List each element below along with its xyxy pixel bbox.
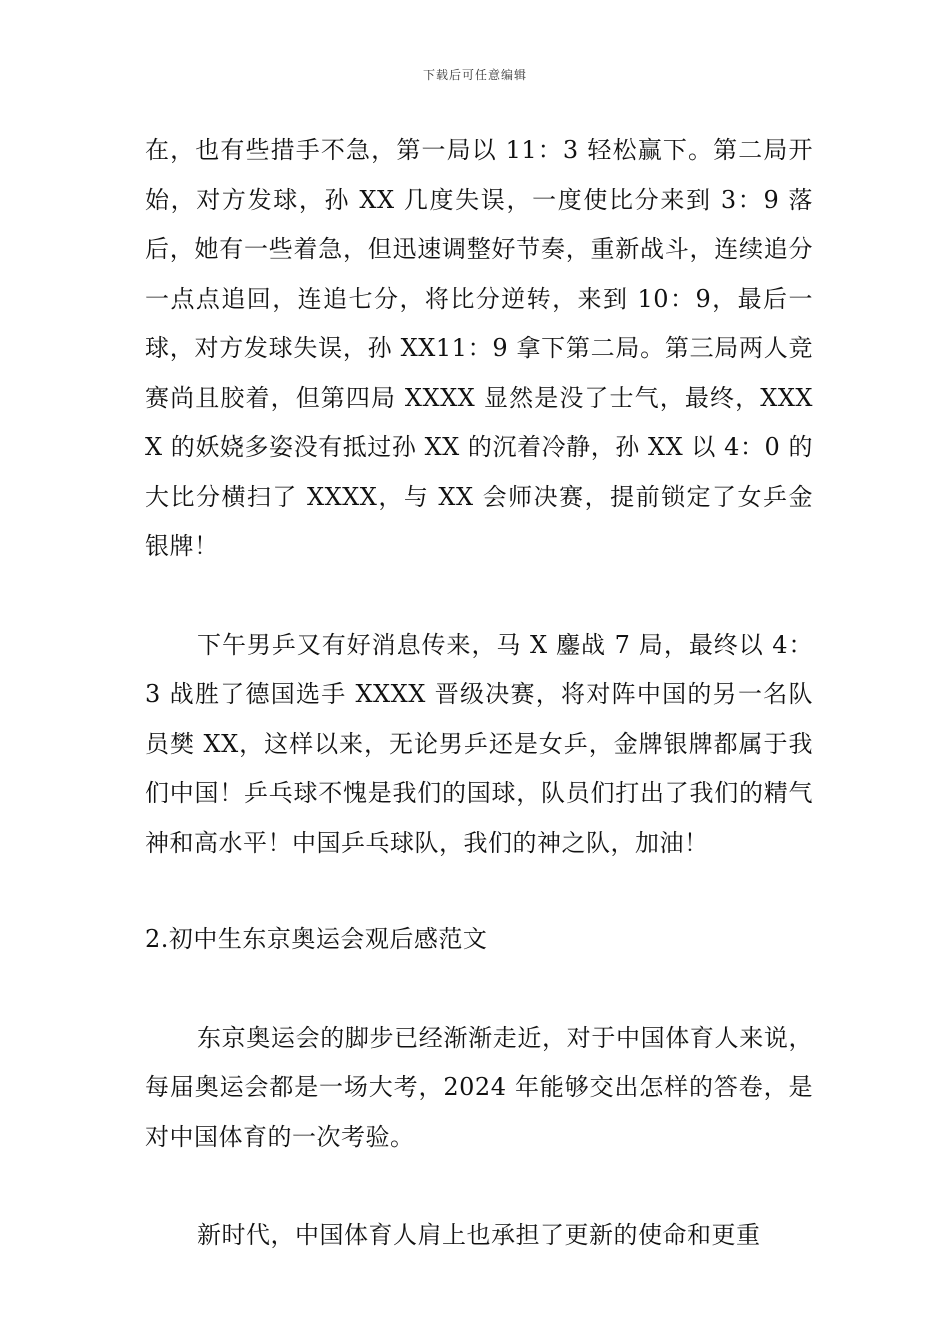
document-body: [145, 126, 813, 1261]
paragraph-new-era: 新时代，中国体育人肩上也承担了更新的使命和更重: [197, 1221, 761, 1249]
paragraph-tokyo-olympics: 东京奥运会的脚步已经渐渐走近，对于中国体育人来说，每届奥运会都是一场大考，2024 年能够交出怎样的答卷，是对中国体育的一次考验。: [145, 1023, 813, 1151]
paragraph-table-tennis-women: 在，也有些措手不急，第一局以 11：3 轻松赢下。第二局开始，对方发球，孙 XX 几度失误，一度使比分来到 3：9 落后，她有一些着急，但迅速调整好节奏，重新战斗，连续追分一点点追回，连追七分，将比分逆转，来到 10：9，最后一球，对方发球失误，孙 XX11：9 拿下第二局。第三局两人竞赛尚且胶着，但第四局 XXXX 显然是没了士气，最终，XXXX 的妖娆多姿没有抵过孙 XX 的沉着冷静，孙 XX 以 4：0 的大比分横扫了 XXXX，与 XX 会师决赛，提前锁定了女乒金银牌！: [145, 136, 813, 560]
paragraph-table-tennis-men: 下午男乒又有好消息传来，马 X 鏖战 7 局，最终以 4：3 战胜了德国选手 XXXX 晋级决赛，将对阵中国的另一名队员樊 XX，这样以来，无论男乒还是女乒，金牌银牌都属于我们中国！乒乓球不愧是我们的国球，队员们打出了我们的精气神和高水平！中国乒乓球队，我们的神之队，加油！: [145, 630, 813, 857]
section-heading: 2.初中生东京奥运会观后感范文: [145, 925, 488, 953]
page-header-note: 下载后可任意编辑: [422, 68, 527, 82]
